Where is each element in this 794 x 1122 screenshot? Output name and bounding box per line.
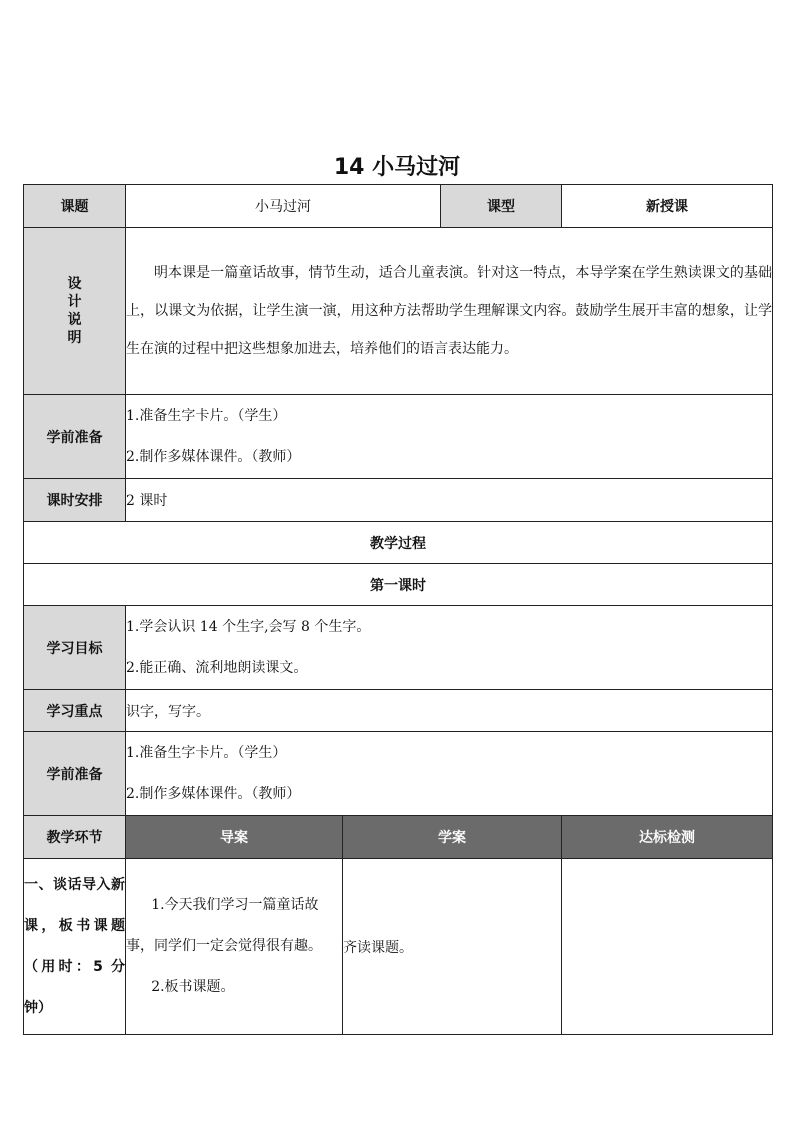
prep1-label: 学前准备 <box>24 395 126 479</box>
step1-row <box>24 859 773 1035</box>
process-row <box>24 522 773 564</box>
lesson-plan-table <box>23 184 773 1035</box>
step1-check <box>562 859 773 1035</box>
type-label: 课型 <box>441 185 562 228</box>
step1-stage: 一、谈话导入新课，板书课题（用时：5 分钟） <box>24 859 126 1035</box>
topic-value: 小马过河 <box>126 185 441 228</box>
learn-header: 学案 <box>343 816 562 859</box>
step1-guide-item: 1.今天我们学习一篇童话故事，同学们一定会觉得很有趣。 <box>126 897 322 954</box>
lesson-row <box>24 564 773 606</box>
topic-row <box>24 185 773 228</box>
lesson-title: 第一课时 <box>24 564 773 606</box>
type-value: 新授课 <box>562 185 773 228</box>
prep1-items <box>126 395 773 479</box>
design-text: 明本课是一篇童话故事，情节生动，适合儿童表演。针对这一特点，本导学案在学生熟读课文的基础上，以课文为依据，让学生演一演，用这种方法帮助学生理解课文内容。鼓励学生展开丰富的想象，让学生在演的过程中把这些想象加进去，培养他们的语言表达能力。 <box>126 228 773 395</box>
steps-header-row <box>24 816 773 859</box>
prep1-item: 1.准备生字卡片。（学生） <box>126 407 287 424</box>
check-header: 达标检测 <box>562 816 773 859</box>
step1-guide <box>126 859 343 1035</box>
schedule-row <box>24 479 773 522</box>
schedule-value: 2 课时 <box>126 479 773 522</box>
prep2-items <box>126 732 773 816</box>
goals-label: 学习目标 <box>24 606 126 690</box>
design-label: 设 计 说 明 <box>24 228 126 395</box>
focus-value: 识字，写字。 <box>126 690 773 732</box>
process-title: 教学过程 <box>24 522 773 564</box>
goal-item: 2.能正确、流利地朗读课文。 <box>126 659 308 676</box>
focus-label: 学习重点 <box>24 690 126 732</box>
goals-row <box>24 606 773 690</box>
guide-header: 导案 <box>126 816 343 859</box>
design-row <box>24 228 773 395</box>
prep2-item: 2.制作多媒体课件。（教师） <box>126 785 301 802</box>
prep2-row <box>24 732 773 816</box>
goals-items <box>126 606 773 690</box>
schedule-label: 课时安排 <box>24 479 126 522</box>
stage-header: 教学环节 <box>24 816 126 859</box>
prep2-label: 学前准备 <box>24 732 126 816</box>
page-title: 14 小马过河 <box>333 155 461 180</box>
goal-item: 1.学会认识 14 个生字,会写 8 个生字。 <box>126 618 371 635</box>
topic-label: 课题 <box>24 185 126 228</box>
step1-guide-item: 2.板书课题。 <box>151 979 235 995</box>
prep1-item: 2.制作多媒体课件。（教师） <box>126 448 301 465</box>
step1-learn: 齐读课题。 <box>343 859 562 1035</box>
focus-row <box>24 690 773 732</box>
prep2-item: 1.准备生字卡片。（学生） <box>126 744 287 761</box>
prep1-row <box>24 395 773 479</box>
